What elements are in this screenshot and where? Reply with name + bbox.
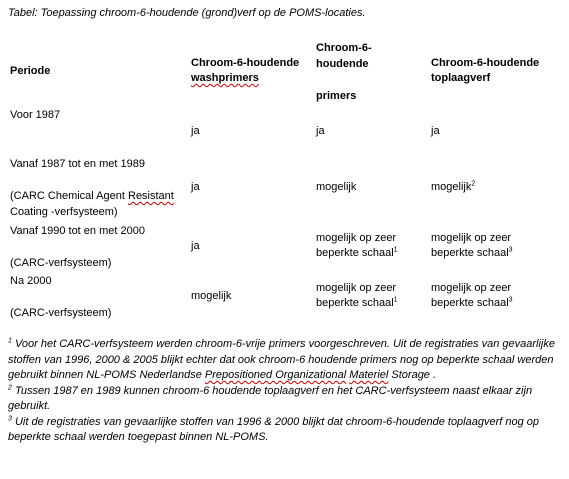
header-washprimers-line1: Chroom-6-houdende <box>191 57 300 69</box>
row2-primers: mogelijk <box>316 181 357 193</box>
row3-toplaag-line2: beperkte schaal$^3$ <box>431 246 513 259</box>
header-primers-line1: Chroom-6- <box>316 42 372 54</box>
row2-sub1: (CARC Chemical Agent Resistant <box>10 190 174 202</box>
header-primers-line3: primers <box>316 90 357 102</box>
row1-washprimers: ja <box>191 125 200 137</box>
row4-primers-line1: mogelijk op zeer <box>316 282 397 294</box>
header-periode: Periode <box>10 65 51 77</box>
row4-washprimers: mogelijk <box>191 290 232 302</box>
footnote-1: $^1$ Voor het CARC-verfsysteem werden chroom-6-vrije primers voorgeschreven. Uit de registraties van gevaarlijke stoffen van 1996, 2000 & 2005 blijkt echter dat ook chroom-6 houdende primers nog op beperkte schaal werden gebruikt binnen NL-POMS Nederlandse Prepositioned Organizational Materiel Storage . <box>8 337 555 381</box>
row3-primers-line2: beperkte schaal$^1$ <box>316 246 398 259</box>
header-toplaag-line2: toplaagverf <box>431 72 491 84</box>
row4-sub: (CARC-verfsysteem) <box>10 307 112 319</box>
row3-sub: (CARC-verfsysteem) <box>10 257 112 269</box>
row1-primers: ja <box>316 125 325 137</box>
row4-toplaag-line2: beperkte schaal$^3$ <box>431 296 513 309</box>
header-toplaag-line1: Chroom-6-houdende <box>431 57 540 69</box>
row3-toplaag-line1: mogelijk op zeer <box>431 232 512 244</box>
row4-period: Na 2000 <box>10 275 52 287</box>
table-caption: Tabel: Toepassing chroom-6-houdende (grond)verf op de POMS-locaties. <box>8 7 366 19</box>
header-primers-line2: houdende <box>316 58 369 70</box>
row2-period: Vanaf 1987 tot en met 1989 <box>10 158 145 170</box>
footnote-2: $^2$ Tussen 1987 en 1989 kunnen chroom-6 houdende toplaagverf en het CARC-verfsysteem naast elkaar zijn gebruikt. <box>8 383 533 412</box>
row3-washprimers: ja <box>191 240 200 252</box>
row2-sub2: Coating -verfsysteem) <box>10 206 118 218</box>
row3-period: Vanaf 1990 tot en met 2000 <box>10 225 145 237</box>
footnotes <box>8 337 556 446</box>
row1-toplaag: ja <box>431 125 440 137</box>
row4-toplaag-line1: mogelijk op zeer <box>431 282 512 294</box>
row2-toplaag: mogelijk$^2$ <box>431 180 476 193</box>
row1-period: Voor 1987 <box>10 109 61 121</box>
footnote-3: $^3$ Uit de registraties van gevaarlijke stoffen van 1996 & 2000 blijkt dat chroom-6-houdende toplaagverf nog op beperkte schaal werden toegepast binnen NL-POMS. <box>8 414 540 443</box>
row2-washprimers: ja <box>191 181 200 193</box>
row4-primers-line2: beperkte schaal$^1$ <box>316 296 398 309</box>
row3-primers-line1: mogelijk op zeer <box>316 232 397 244</box>
header-washprimers-line2: washprimers <box>191 72 259 84</box>
